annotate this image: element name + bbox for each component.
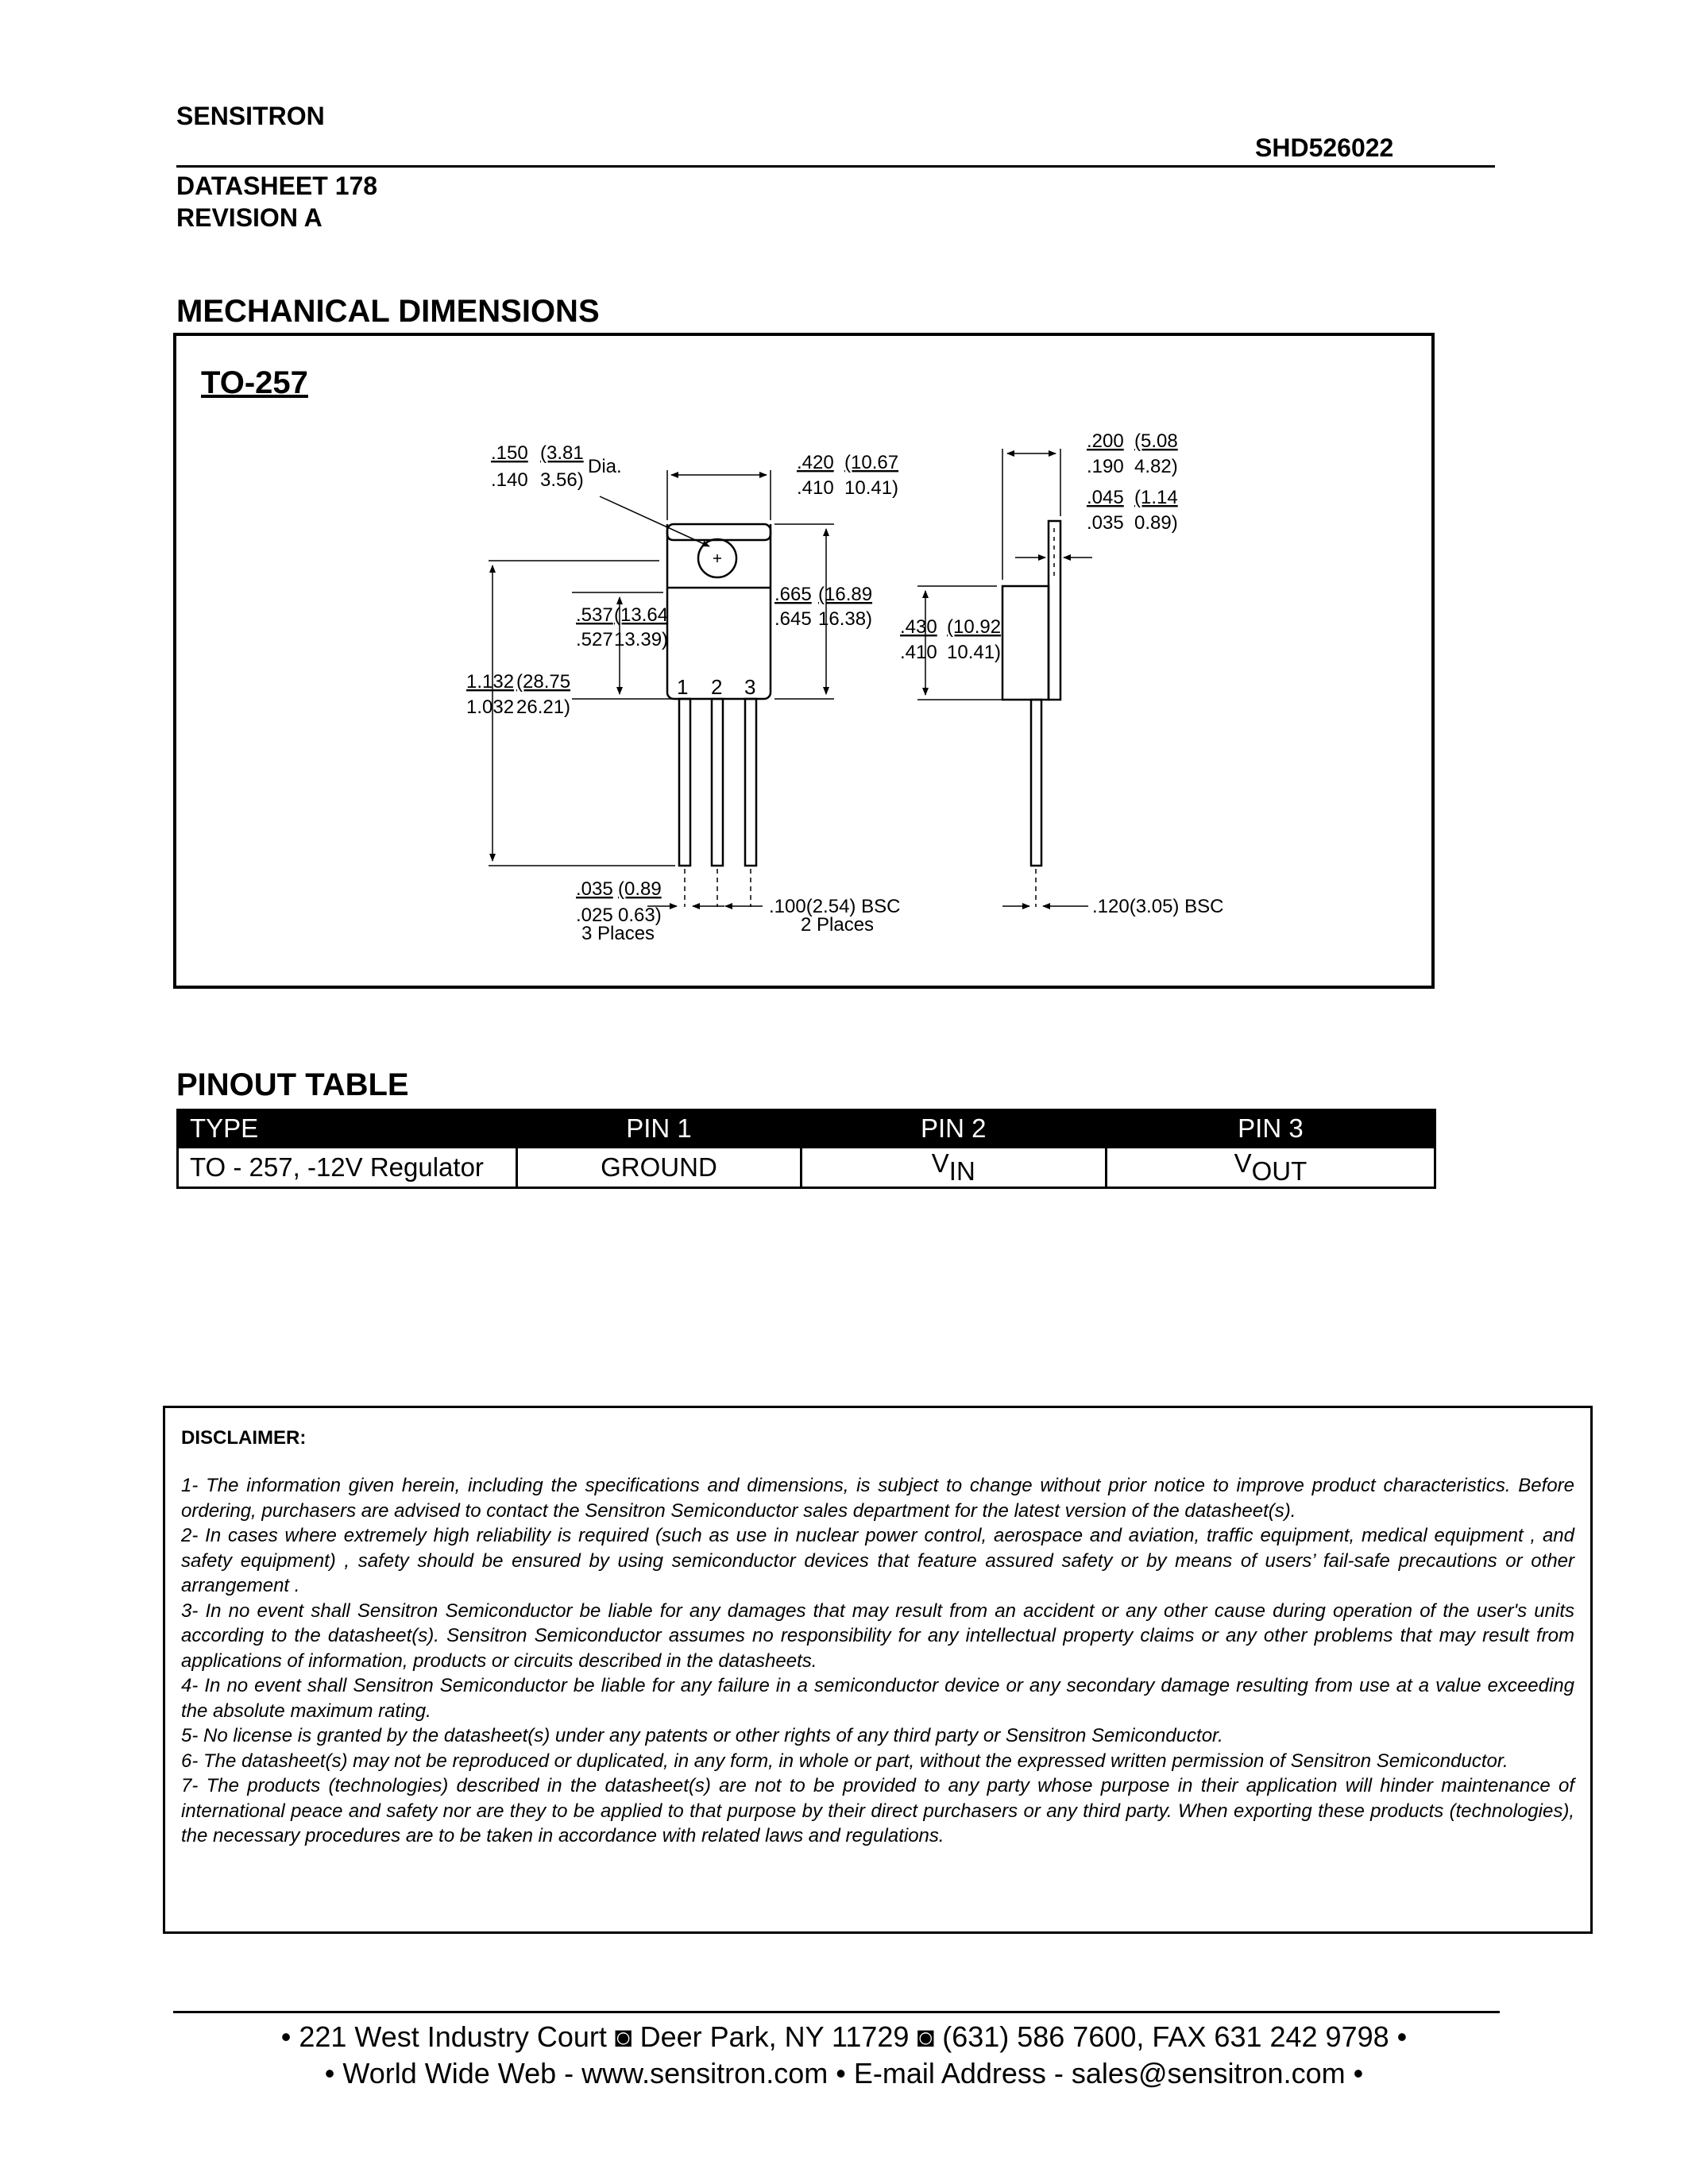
footer-contact: • World Wide Web - www.sensitron.com • E-mail Address - sales@sensitron.com • <box>324 2057 1364 2089</box>
datasheet-number: DATASHEET 178 <box>176 172 378 200</box>
pin2-symbol: V <box>931 1148 949 1178</box>
pinout-header-row <box>178 1110 1435 1148</box>
header-pin3: PIN 3 <box>1106 1110 1435 1148</box>
side-height-min-mm: 10.41) <box>947 642 1002 663</box>
flange-max-mm: (1.14 <box>1134 487 1178 508</box>
pin2-subscript: IN <box>948 1156 975 1186</box>
overall-max-mm: (28.75 <box>516 671 571 693</box>
header-pin1: PIN 1 <box>517 1110 801 1148</box>
flange-min-mm: 0.89) <box>1134 512 1178 534</box>
header-pin2: PIN 2 <box>801 1110 1106 1148</box>
body-max: .537 <box>576 604 613 626</box>
hole-dia-max-mm: (3.81 <box>540 442 584 464</box>
footer-address: • 221 West Industry Court ◙ Deer Park, NY 11729 ◙ (631) 586 7600, FAX 631 242 9798 • <box>280 2020 1408 2053</box>
disclaimer-item-7: 7- The products (technologies) described in the datasheet(s) are not to be provided to any party whose purpose in their application will hinder maintenance of international peace and safety nor are they to be applied to that purpose by their direct purchasers or any third party. When exporting these products (technologies), the necessary procedures are to be taken in accordance with related laws and regulations. <box>181 1775 1574 1846</box>
lead-width-max: .035 <box>576 878 613 900</box>
side-view <box>1002 521 1060 907</box>
side-height-max: .430 <box>900 616 937 638</box>
cell-pin1: GROUND <box>517 1148 801 1188</box>
width-max-mm: (10.67 <box>844 452 899 473</box>
revision: REVISION A <box>176 203 323 232</box>
cell-type: TO - 257, -12V Regulator <box>178 1148 517 1188</box>
disclaimer-item-1: 1- The information given herein, including the specifications and dimensions, is subject to change without prior notice to improve product characteristics. Before ordering, purchasers are advised to contact the Sensitron Semiconductor sales department for the latest version of the datasheet(s). <box>181 1475 1574 1522</box>
company-name: SENSITRON <box>176 102 325 130</box>
table-row <box>178 1148 1435 1188</box>
cell-pin3 <box>1106 1148 1435 1188</box>
disclaimer-box <box>163 1406 1593 1934</box>
package-name: TO-257 <box>201 365 308 400</box>
lead-width-min: .025 <box>576 905 613 926</box>
overall-max: 1.132 <box>466 671 515 693</box>
lead-pitch-places: 2 Places <box>801 914 875 936</box>
tab-min-mm: 16.38) <box>818 608 873 630</box>
side-dimension-lines <box>917 449 1092 906</box>
disclaimer-item-5: 5- No license is granted by the datasheet(s) under any patents or other rights of any third party or Sensitron Semiconductor. <box>181 1725 1223 1746</box>
side-height-max-mm: (10.92 <box>947 616 1002 638</box>
pin-label-3: 3 <box>744 675 756 699</box>
pinout-table <box>176 1109 1436 1189</box>
hole-dia-max: .150 <box>491 442 528 464</box>
tab-min: .645 <box>774 608 812 630</box>
disclaimer-item-4: 4- In no event shall Sensitron Semiconductor be liable for any failure in a semiconductor device or any secondary damage resulting from use at a value exceeding the absolute maximum rating. <box>181 1675 1574 1722</box>
tab-max: .665 <box>774 584 812 605</box>
lead-offset: .120(3.05) BSC <box>1092 896 1224 917</box>
hole-dia-min-mm: 3.56) <box>540 469 584 491</box>
pin3-subscript: OUT <box>1251 1156 1308 1186</box>
footer-divider <box>173 2011 1500 2013</box>
lead-places: 3 Places <box>581 923 655 944</box>
body-min-mm: 13.39) <box>614 629 669 650</box>
to257-drawing <box>176 336 1423 971</box>
lead-width-min-mm: 0.63) <box>618 905 662 926</box>
side-lead <box>1031 700 1041 866</box>
depth-min-mm: 4.82) <box>1134 456 1178 477</box>
lead-pitch: .100(2.54) BSC <box>769 896 901 917</box>
depth-max: .200 <box>1087 430 1124 452</box>
width-min: .410 <box>797 477 834 499</box>
depth-min: .190 <box>1087 456 1124 477</box>
lead-3 <box>745 699 756 866</box>
header-type: TYPE <box>178 1110 517 1148</box>
overall-min: 1.032 <box>466 696 515 718</box>
width-min-mm: 10.41) <box>844 477 899 499</box>
package-body <box>667 524 771 699</box>
pin3-symbol: V <box>1234 1148 1252 1178</box>
lead-width-max-mm: (0.89 <box>618 878 662 900</box>
lead-1 <box>679 699 690 866</box>
disclaimer-title: DISCLAIMER: <box>181 1427 307 1449</box>
cell-pin2 <box>801 1148 1106 1188</box>
header-divider <box>176 165 1495 168</box>
disclaimer-item-6: 6- The datasheet(s) may not be reproduced or duplicated, in any form, in whole or part, without the expressed written permission of Sensitron Semiconductor. <box>181 1750 1508 1772</box>
depth-max-mm: (5.08 <box>1134 430 1178 452</box>
lead-2 <box>712 699 723 866</box>
hole-dia-min: .140 <box>491 469 528 491</box>
disclaimer-item-3: 3- In no event shall Sensitron Semiconductor be liable for any damages that may result from an accident or any other cause during operation of the user's units according to the datasheet(s). Sensitron Semiconductor assumes no responsibility for any intellectual property claims or any other problems that may result from applications of information, products or circuits described in the datasheets. <box>181 1599 1574 1672</box>
dimension-labels <box>466 430 1223 944</box>
width-max: .420 <box>797 452 834 473</box>
disclaimer-item-2: 2- In cases where extremely high reliability is required (such as use in nuclear power control, aerospace and aviation, traffic equipment, medical equipment , and safety equipment) , safety should be ensured by using semiconductor devices that feature assured safety or by means of users’ fail-safe precautions or other arrangement . <box>181 1525 1574 1596</box>
tab-max-mm: (16.89 <box>818 584 873 605</box>
tab-outline <box>667 524 771 540</box>
mechanical-dimensions-title: MECHANICAL DIMENSIONS <box>176 294 600 329</box>
overall-min-mm: 26.21) <box>516 696 571 718</box>
pinout-table-title: PINOUT TABLE <box>176 1067 409 1102</box>
side-body <box>1002 586 1049 700</box>
hole-dia-label: Dia. <box>588 456 622 477</box>
front-view <box>667 524 771 907</box>
side-height-min: .410 <box>900 642 937 663</box>
pin-label-1: 1 <box>677 675 689 699</box>
datasheet-info <box>176 170 377 233</box>
part-number: SHD526022 <box>1255 133 1394 162</box>
pin-label-2: 2 <box>711 675 723 699</box>
body-max-mm: (13.64 <box>614 604 669 626</box>
flange-max: .045 <box>1087 487 1124 508</box>
flange-min: .035 <box>1087 512 1124 534</box>
body-min: .527 <box>576 629 613 650</box>
